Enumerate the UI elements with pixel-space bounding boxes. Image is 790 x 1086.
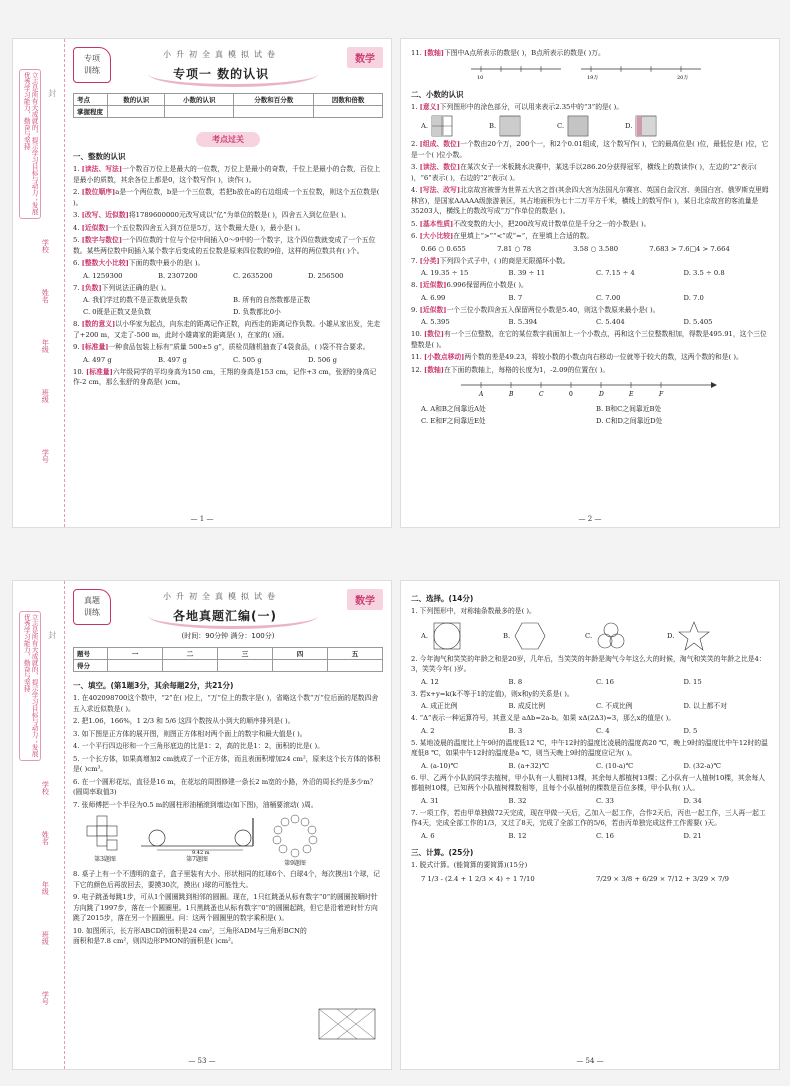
- options-6: [421, 796, 771, 806]
- compare-item[interactable]: 3.58 ○ 3.580: [573, 244, 619, 253]
- option[interactable]: D. 21: [683, 831, 702, 840]
- option[interactable]: A. 1259300: [83, 271, 123, 280]
- option-a[interactable]: A.: [421, 115, 485, 137]
- question-tag: [负数]: [81, 283, 102, 292]
- options-7b: [83, 307, 383, 317]
- question-tag: [数的意义]: [81, 320, 116, 328]
- question-11b: 11. [小数点移动]两个数的差是49.23，将较小数的小数点向右移动一位就等于较大的数，这两个数的和是( )。: [411, 353, 743, 361]
- question-4: 4. 一个平行四边形和一个三角形底边的比是1：2，高的比是1：2，面积的比是( )。: [73, 742, 324, 750]
- option[interactable]: D. (32-a)℃: [683, 761, 721, 770]
- question-text: 一个五位数四舍五入到万位是5万，这个数最大是( )，最小是( )。: [108, 223, 305, 232]
- page-2: [400, 38, 780, 528]
- question-tag: [近似数]: [419, 281, 447, 289]
- figure-caption: 第9题图: [284, 860, 306, 867]
- question-1: 1. [意义]下列图形中的涂色部分，可以用来表示2.35中的“3”的是( )。: [411, 102, 624, 111]
- page-header: [73, 47, 383, 87]
- question-tag: [数字与数位]: [81, 236, 123, 244]
- question-6: 6. [整数大小比较]下面的数中最小的是( )。: [73, 259, 205, 267]
- page-header: [73, 589, 383, 629]
- option[interactable]: D. 34: [683, 796, 702, 805]
- barrel-roll-figure: [137, 814, 257, 854]
- option[interactable]: A. (a-10)℃: [421, 761, 459, 770]
- page-54-content: [411, 589, 771, 1063]
- page-1-content: [73, 47, 383, 521]
- question-text: 六年级同学的平均身高为150 cm，王翔的身高是153 cm，记作+3 cm，张舒的身高记作-2 cm，那么张舒的身高是( )cm。: [73, 367, 377, 386]
- page-number: — 2 —: [578, 515, 602, 523]
- question-5: 5. 某地凌晨的温度比上午9时的温度低12 ℃，中午12时的温度比凌晨的温度高20 ℃，晚上9时的温度比中午12时的温度低8 ℃，如果中午12时的温度是a ℃，则当天晚上9时的温度应记为( )。: [411, 738, 768, 757]
- option-b[interactable]: [503, 620, 581, 652]
- question-2: 2. 今年淘气和笑笑的年龄之和是20岁，几年后，当笑笑的年龄是淘气今年这么大的时候，淘气和笑笑的年龄之比是4：3，笑笑今年( )岁。: [411, 654, 766, 673]
- option-label: D.: [667, 631, 675, 640]
- question-tag: [分类]: [419, 256, 440, 265]
- question-text: 北京故宫被誉为世界五大宫之首(其余四大宫为法国凡尔赛宫、英国白金汉宫、美国白宫、俄罗斯克里姆林宫)，是国家AAAAA级旅游景区，其占地面积为七十二万平方千米，横线上的数写作( )，某日北京故宫的客流量是35203人，横线上的数改写成“万”作单位的数是( )。: [411, 186, 769, 215]
- question-text: 一个三位小数四舍五入保留两位小数是5.40，则这个数原来最小是( )。: [446, 305, 660, 314]
- table-cell[interactable]: [108, 106, 165, 118]
- question-3: 3. 若x+y=k(k不等于1的定值)，则x和y的关系是( )。: [411, 689, 574, 698]
- question-tag: [基本性质]: [419, 219, 454, 228]
- number-line-q12: [411, 377, 751, 399]
- question-5: 5. [数字与数位]一个四位数的十位与个位中间插入0～9中的一个数字，这个四位数就变成了一个五位数。某些两位数中间插入某个数字后变成的五位数是原来四位数的9倍，这样的两位数共有( )个。: [73, 236, 376, 255]
- question-tag: [读法、写法]: [81, 165, 123, 173]
- option[interactable]: C. 505 g: [233, 355, 262, 364]
- table-row-label: 掌握程度: [74, 106, 108, 118]
- circle-ring-figure: [267, 814, 323, 858]
- figure-caption: 第3题图: [94, 856, 116, 863]
- page-54: [400, 580, 780, 1070]
- question-text: 以小华家为起点，向东走的距离记作正数，向西走的距离记作负数。小雄从家出发，先走了+200 m，又走了-500 m，此时小雄离家的距离是( )，在家的( )面。: [73, 320, 381, 339]
- axis-tick-label: 20万: [677, 74, 689, 81]
- binding-strip: [13, 581, 65, 1069]
- table-cell[interactable]: [328, 660, 383, 672]
- question-7: 7. 张师傅把一个半径为0.5 m的圆柱形油桶滚到墙边(如下图)，油桶要滚动( )周。: [73, 800, 318, 809]
- question-5: 5. [基本性质]不改变数的大小，把200改写成计数单位是千分之一的小数是( )。: [411, 219, 651, 228]
- option[interactable]: B. 7: [508, 293, 523, 302]
- field-name: 姓名: [41, 289, 50, 303]
- table-header: 考点: [74, 94, 108, 106]
- subject-tag: 数学: [347, 589, 383, 610]
- question-tag: [近似数]: [419, 305, 447, 314]
- motto-box: 立志是所有大成就的，提示学习目标与动力；发展优秀学习能力，勤奋与坚持: [19, 611, 41, 761]
- option[interactable]: C. 不成比例: [596, 702, 633, 710]
- badge-line-2: 训练: [84, 608, 100, 617]
- hexagon-icon: [513, 620, 547, 652]
- calc-instructions: 1. 脱式计算。(能简算的要简算)(15分): [411, 860, 528, 869]
- option[interactable]: B. B和C之间靠近B处: [596, 405, 662, 413]
- option-c[interactable]: [585, 620, 663, 652]
- question-7: 7. 一项工作，若由甲单独做72天完成，现在甲做一天后，乙加入一起工作，合作2天后，丙也一起工作，三人再一起工作4天，完成全部工作的1/3，又过了8天，完成了全部工作的5/6，若由丙单独完成这件工作需要( )天。: [411, 808, 766, 827]
- option[interactable]: D. 5.405: [683, 318, 713, 326]
- option-d[interactable]: D.: [625, 115, 689, 137]
- compare-item[interactable]: 7.683 > 7.6□4 > 7.664: [649, 244, 730, 253]
- question-tag: [数位]: [423, 330, 445, 338]
- grid-square-icon: [431, 115, 461, 137]
- section-heading: 一、整数的认识: [73, 152, 126, 161]
- table-row-label: 得分: [74, 660, 108, 672]
- table-header: 题号: [74, 648, 108, 660]
- question-tag: [意义]: [419, 102, 440, 111]
- option[interactable]: A. 497 g: [83, 355, 112, 364]
- option[interactable]: A. 5.395: [421, 318, 450, 326]
- question-tag: [改写、近似数]: [81, 211, 129, 219]
- options-2: [421, 677, 771, 687]
- option[interactable]: A. 12: [421, 677, 439, 686]
- page-number: — 53 —: [188, 1057, 216, 1065]
- question-text: 有一个三位整数，在它的某位数字前面加上一个小数点，再和这个三位整数相加，得数是495.91，这个三位整数是( )。: [411, 330, 767, 349]
- question-4: 4. [写法、改写]北京故宫被誉为世界五大宫之首(其余四大宫为法国凡尔赛宫、英国白金汉宫、美国白宫、俄罗斯克里姆林宫)，是国家AAAAA级旅游景区，其占地面积为七十二万平方千米，横线上的数写作( )，某日北京故宫的客流量是35203人，横线上的数改写成“万”作单位的数是( )。: [411, 186, 769, 215]
- table-cell[interactable]: [273, 660, 328, 672]
- question-text: 下面的数中最小的是( )。: [128, 259, 205, 267]
- field-class: 班级: [41, 389, 50, 403]
- options-8: [421, 293, 771, 303]
- question-text: 下列说法正确的是( )。: [101, 283, 171, 292]
- option-d[interactable]: [667, 620, 745, 652]
- calc-expression: 7/29 × 3/8 + 6/29 × 7/12 + 3/29 × 7/9: [596, 875, 730, 883]
- options-9: [83, 355, 383, 365]
- table-cell[interactable]: [218, 660, 273, 672]
- section-badge: [73, 589, 111, 625]
- question-text: 两个数的差是49.23，将较小数的小数点向右移动一位就等于较大的数，这两个数的和是( )。: [464, 353, 743, 361]
- question-3: 3. 如下图是正方体的展开图，则图正方体相对两个面上的数字和最大值是( )。: [73, 729, 307, 738]
- compare-item[interactable]: 7.81 ○ 78: [497, 244, 532, 253]
- question-10: 10. [数位]有一个三位整数，在它的某位数字前面加上一个小数点，再和这个三位整数相加，得数是495.91，这个三位整数是( )。: [411, 330, 767, 349]
- option[interactable]: C. 5.404: [596, 318, 625, 326]
- shape-options: [421, 620, 771, 652]
- option[interactable]: B. 所有的自然数都是正数: [233, 296, 311, 304]
- question-2: 2. [组成、数位]一个数由20个万，200个一，和2个0.01组成，这个数写作( )，它的最高位是( )位，最低位是( )位，它是一个( )位小数。: [411, 140, 769, 159]
- subject-tag: 数学: [347, 47, 383, 68]
- question-text: 在某次女子一米板跳水决赛中，某选手以286.20分获得冠军，横线上的数读作( )，左边的“2”表示( )，“6”表示( )，右边的“2”表示( )。: [411, 163, 757, 182]
- compare-item[interactable]: 0.66 ○ 0.655: [421, 244, 466, 253]
- option[interactable]: C. (10-a)℃: [596, 761, 634, 770]
- field-id: 学号: [41, 449, 50, 463]
- option[interactable]: B. 39 ÷ 11: [508, 269, 546, 277]
- table-cell[interactable]: [165, 106, 234, 118]
- options-7: [421, 831, 771, 841]
- option[interactable]: C. 16: [596, 677, 614, 686]
- option[interactable]: C. 16: [596, 831, 614, 840]
- page-title: 各地真题汇编(一): [173, 609, 277, 623]
- question-tag: [数轴]: [423, 49, 445, 57]
- field-school: 学校: [41, 239, 50, 253]
- option[interactable]: C. 2635200: [233, 271, 273, 280]
- badge-line-1: 真题: [84, 596, 100, 605]
- option[interactable]: D. 506 g: [308, 355, 338, 364]
- table-cell[interactable]: [234, 106, 314, 118]
- question-7: 7. [分类]下列四个式子中，( )的商是无限循环小数。: [411, 256, 570, 265]
- table-header: 四: [273, 648, 328, 660]
- question-text: 下图中A点所表示的数是( )，B点所表示的数是( )万。: [444, 49, 605, 57]
- question-text: 不改变数的大小，把200改写成计数单位是千分之一的小数是( )。: [453, 219, 651, 228]
- question-text: 一个数由20个万，200个一，和2个0.01组成，这个数写作( )，它的最高位是( )位，最低位是( )位，它是一个( )位小数。: [411, 140, 769, 159]
- question-text: 一个四位数的十位与个位中间插入0～9中的一个数字，这个四位数就变成了一个五位数。某些两位数中间插入某个数字后变成的五位数是原来四位数的9倍，这样的两位数共有( )个。: [73, 236, 376, 255]
- page-number: — 54 —: [576, 1057, 604, 1065]
- table-header: 五: [328, 648, 383, 660]
- options-9: [421, 317, 771, 327]
- mastery-table: [73, 93, 383, 118]
- question-text: 一种食品包装上标有“质量 500±5 g”，质检员随机抽查了4袋食品，( )袋不符合要求。: [108, 343, 370, 351]
- time-note: (时间：90分钟 满分：100分): [181, 632, 275, 640]
- table-cell[interactable]: [314, 106, 383, 118]
- option[interactable]: B. (a+32)℃: [508, 761, 550, 770]
- option[interactable]: D. 5: [683, 726, 698, 735]
- option-label: A.: [421, 631, 429, 640]
- question-tag: [近似数]: [81, 223, 109, 232]
- rectangle-abcd-figure: [317, 1007, 379, 1043]
- question-6: 6. 甲、乙两个小队的同学去植树，甲小队有一人植树13棵，其余每人都植树13棵；乙小队有一人植树10棵，其余每人都植树10棵，已知两个小队植树棵数相等，且每个小队植树的棵数是百位多棵，甲小队有( )人。: [411, 773, 766, 792]
- compare-items: [421, 244, 771, 254]
- options-3: [421, 701, 771, 711]
- question-7: 7. [负数]下列说法正确的是( )。: [73, 283, 171, 292]
- table-header: 分数和百分数: [234, 94, 314, 106]
- option[interactable]: C. 0既是正数又是负数: [83, 308, 151, 316]
- option[interactable]: D. 7.0: [683, 293, 704, 302]
- question-text: 在下面的数轴上，每格的长度为1，-2.09的位置在( )。: [444, 365, 610, 374]
- option[interactable]: C. 33: [596, 796, 614, 805]
- question-8: 8. [数的意义]以小华家为起点，向东走的距离记作正数，向西走的距离记作负数。小雄从家出发，先走了+200 m，又走了-500 m，此时小雄离家的距离是( )，在家的( )面。: [73, 320, 381, 339]
- page-title: 专项一 数的认识: [173, 67, 270, 81]
- options-7: [421, 268, 771, 278]
- option-b[interactable]: B.: [489, 115, 553, 137]
- question-10: 10. [标准量]六年级同学的平均身高为150 cm，王翔的身高是153 cm，记作+3 cm，张舒的身高记作-2 cm，那么张舒的身高是( )cm。: [73, 367, 377, 386]
- question-6: 6. 在一个圆形花坛，直径是16 m，在花坛的周围修建一条长2 m宽的小路，外沿的周长约是多少m？(圆周率取值3): [73, 777, 377, 796]
- option[interactable]: A. 2: [421, 726, 435, 735]
- page-53-content: [73, 589, 383, 1063]
- section-badge: [73, 47, 111, 83]
- question-10: 10. 如图所示，长方形ABCD的面积是24 cm²，三角形ADM与三角形BCN的面积和是7.8 cm²，则四边形PMON的面积是( )cm²。: [73, 926, 307, 945]
- question-6: 6. [大小比较]在里填上“>”“<”或“=”，在里填上合适的数。: [411, 232, 594, 240]
- options-4: [421, 726, 771, 736]
- question-tag: [数位顺序]: [81, 188, 116, 196]
- question-text: a是一个两位数，b是一个三位数，若把b放在a的右边组成一个五位数，则这个五位数是( )。: [73, 188, 380, 207]
- question-3: 3. [改写、近似数]将1789600000元改写成以“亿”为单位的数是( )，四舍五入到亿位是( )。: [73, 211, 351, 219]
- option-label: C.: [585, 631, 593, 640]
- question-2: 2. 把1.06，166%，1 2/3 和 5/6 这四个数按从小到大的顺序排列是( )。: [73, 717, 295, 725]
- option[interactable]: D. 以上都不对: [683, 702, 728, 710]
- number-line-q11: [411, 61, 751, 81]
- question-4: 4. [近似数]一个五位数四舍五入到万位是5万，这个数最大是( )，最小是( )。: [73, 223, 305, 232]
- option[interactable]: B. 8: [508, 677, 523, 686]
- stripes-square-icon: [499, 115, 529, 137]
- table-cell[interactable]: [108, 660, 163, 672]
- question-tag: [组成、数位]: [419, 140, 461, 148]
- options-12a: [421, 404, 771, 414]
- axis-arrow-icon: [711, 382, 717, 388]
- table-cell[interactable]: [163, 660, 218, 672]
- option[interactable]: A. 19.35 ÷ 15: [421, 269, 469, 277]
- question-text: 将1789600000元改写成以“亿”为单位的数是( )，四舍五入到亿位是( )。: [128, 211, 351, 219]
- option[interactable]: C. E和F之间靠近E处: [421, 417, 486, 425]
- question-4: 4. “Δ”表示一种运算符号，其意义是 aΔb=2a-b。如果 xΔ(2Δ3)=3，那么x的值是( )。: [411, 714, 676, 722]
- option[interactable]: A. 6: [421, 831, 435, 840]
- fine-grid-icon: [567, 115, 597, 137]
- option[interactable]: B. 5.394: [508, 318, 538, 326]
- question-3: 3. [读法、数位]在某次女子一米板跳水决赛中，某选手以286.20分获得冠军，横线上的数读作( )，左边的“2”表示( )，“6”表示( )，右边的“2”表示( )。: [411, 163, 757, 182]
- question-tag: [小数点移动]: [423, 353, 465, 361]
- question-tag: [数轴]: [423, 365, 445, 374]
- binding-strip: [13, 39, 65, 527]
- axis-point-label: B: [509, 391, 514, 398]
- question-text: 6.996保留两位小数是( )。: [446, 281, 528, 289]
- question-2: 2. [数位顺序]a是一个两位数，b是一个三位数，若把b放在a的右边组成一个五位数，则这个五位数是( )。: [73, 188, 380, 207]
- binding-tag: 封: [47, 89, 57, 97]
- table-header: 因数和倍数: [314, 94, 383, 106]
- question-text: 在里填上“>”“<”或“=”，在里填上合适的数。: [453, 232, 594, 240]
- field-grade: 年级: [41, 339, 50, 353]
- page-1: [12, 38, 392, 528]
- axis-tick-label: 10: [477, 74, 484, 81]
- option[interactable]: C. 7.15 ÷ 4: [596, 269, 635, 277]
- section-heading: 三、计算。(25分): [411, 847, 474, 857]
- table-header: 数的认识: [108, 94, 165, 106]
- option[interactable]: B. 成反比例: [508, 702, 546, 710]
- figure-caption: 第7题图: [186, 856, 208, 863]
- question-text: 一个数百万位上是最大的一位数，万位上是最小的奇数，千位上是最小的合数，百位上是最小的质数，其余各位上都是0，这个数写作( )，读作( )。: [73, 165, 381, 184]
- field-school: 学校: [41, 781, 50, 795]
- circle-in-square-icon: [431, 620, 465, 652]
- option[interactable]: D. 15: [683, 677, 702, 686]
- badge-line-1: 专项: [84, 54, 100, 63]
- axis-point-label: 0: [569, 391, 573, 398]
- option[interactable]: C. 4: [596, 726, 610, 735]
- axis-point-label: D: [599, 391, 604, 398]
- question-tag: [标准量]: [81, 343, 109, 351]
- question-text: 下列图形中的涂色部分，可以用来表示2.35中的“3”的是( )。: [439, 102, 624, 111]
- page-53: [12, 580, 392, 1070]
- page-number: — 1 —: [190, 515, 214, 523]
- page-2-content: [411, 47, 771, 521]
- table-header: 二: [163, 648, 218, 660]
- field-class: 班级: [41, 931, 50, 945]
- question-8: 8. [近似数]6.996保留两位小数是( )。: [411, 281, 528, 289]
- option[interactable]: B. 497 g: [158, 355, 187, 364]
- section-banner: 考点过关: [196, 132, 260, 147]
- option[interactable]: D. 3.5 ÷ 0.8: [683, 269, 725, 277]
- section-heading: 二、选择。(14分): [411, 594, 474, 603]
- section-heading: 一、填空。(第1题3分，其余每题2分，共21分): [73, 681, 234, 690]
- field-name: 姓名: [41, 831, 50, 845]
- calc-expressions: [421, 874, 771, 884]
- option[interactable]: D. 负数都比0小: [233, 308, 281, 316]
- series-label: 小升初全真模拟试卷: [163, 592, 280, 601]
- question-tag: [写法、改写]: [419, 186, 461, 194]
- option[interactable]: A. 我们学过的数不是正数就是负数: [83, 296, 188, 304]
- three-circles-icon: [595, 620, 629, 652]
- question-5: 5. 一个长方体，如果高增加2 cm就成了一个正方体，而且表面积增加24 cm²，原来这个长方体的体积是( )cm³。: [73, 754, 381, 773]
- options-6: [83, 271, 383, 281]
- table-header: 三: [218, 648, 273, 660]
- calc-expression: 7 1/3 - (2.4 + 1 2/3 × 4) ÷ 1 7/10: [421, 875, 535, 883]
- question-9: 9. [近似数]一个三位小数四舍五入保留两位小数是5.40，则这个数原来最小是( )。: [411, 305, 660, 314]
- option[interactable]: B. 32: [508, 796, 527, 805]
- series-label: 小升初全真模拟试卷: [163, 50, 280, 59]
- question-1: 1. [读法、写法]一个数百万位上是最大的一位数，万位上是最小的奇数，千位上是最小的合数，百位上是最小的质数，其余各位上都是0，这个数写作( )，读作( )。: [73, 165, 381, 184]
- figure-3: [83, 814, 127, 867]
- section-heading: 二、小数的认识: [411, 89, 464, 99]
- question-1: 1. 在402098700这个数中，“2”在( )位上，“万”位上的数字是( )，省略这个数“万”位后面的尾数四舍五入求近似数是( )。: [73, 694, 379, 713]
- axis-point-label: A: [479, 391, 484, 398]
- badge-line-2: 训练: [84, 66, 100, 75]
- score-table: [73, 647, 383, 672]
- question-9: 9. [标准量]一种食品包装上标有“质量 500±5 g”，质检员随机抽查了4袋食品，( )袋不符合要求。: [73, 343, 370, 351]
- question-8: 8. 桌子上有一个不透明的盒子，盒子里装有大小、形状相同的红球6个、白球4个，每次摸出1个球，记下它的颜色后再放回去，要摸30次，摸出( )球的可能性大。: [73, 870, 381, 889]
- question-tag: [标准量]: [85, 367, 113, 376]
- option[interactable]: A. 成正比例: [421, 702, 458, 710]
- question-11: 11. [数轴]下图中A点所表示的数是( )，B点所表示的数是( )万。: [411, 49, 605, 57]
- table-header: 小数的认识: [165, 94, 234, 106]
- option[interactable]: A. 31: [421, 796, 439, 805]
- distance-label: 9.42 m: [192, 850, 210, 854]
- axis-point-label: C: [539, 391, 544, 398]
- motto-box: 立志是所有大成就的，提示学习目标与动力；发展优秀学习能力，勤奋与坚持: [19, 69, 41, 219]
- field-grade: 年级: [41, 881, 50, 895]
- question-tag: [大小比较]: [419, 232, 454, 240]
- table-header: 一: [108, 648, 163, 660]
- field-id: 学号: [41, 991, 50, 1005]
- question-9: 9. 电子跳蚤每跳1步，可从1个圆圈跳到相邻的圆圈。现在，1只红跳蚤从标有数字“0”的圆圈按顺时针方向跳了1997步，落在一个圆圈里。1只黑跳蚤也从标有数字“0”的圆圈起跳，但它是沿着逆时针方向跳了2015步，落在另一个圆圈里。问：这两个圆圈里的数字乘积是( )。: [73, 893, 378, 922]
- option[interactable]: A. 6.99: [421, 293, 446, 302]
- option-c[interactable]: C.: [557, 115, 621, 137]
- options-5: [421, 761, 771, 771]
- figure-7: [137, 814, 257, 867]
- option[interactable]: B. 3: [508, 726, 523, 735]
- question-tag: [整数大小比较]: [81, 259, 129, 267]
- axis-tick-label: 19万: [587, 74, 599, 81]
- option-label: B.: [503, 631, 511, 640]
- cube-net-figure: [83, 814, 127, 854]
- question-tag: [读法、数位]: [419, 163, 461, 171]
- option[interactable]: D. C和D之间靠近D处: [596, 417, 663, 425]
- options-7a: [83, 295, 383, 305]
- option[interactable]: B. 2307200: [158, 271, 198, 280]
- option[interactable]: D. 256500: [308, 271, 344, 280]
- axis-point-label: E: [629, 391, 634, 398]
- option[interactable]: C. 7.00: [596, 293, 621, 302]
- question-1: 1. 下列图形中，对称轴条数最多的是( )。: [411, 607, 536, 615]
- figures-row: [83, 814, 383, 867]
- star-icon: [677, 620, 711, 652]
- figure-9: [267, 814, 323, 867]
- question-text: 下列四个式子中，( )的商是无限循环小数。: [439, 256, 570, 265]
- option[interactable]: A. A和B之间靠近A处: [421, 405, 486, 413]
- binding-tag: 封: [47, 631, 57, 639]
- option-a[interactable]: [421, 620, 499, 652]
- question-12: 12. [数轴]在下面的数轴上，每格的长度为1，-2.09的位置在( )。: [411, 365, 610, 374]
- axis-point-label: F: [659, 391, 664, 398]
- options-12b: [421, 416, 771, 426]
- option[interactable]: B. 12: [508, 831, 527, 840]
- pink-stripes-icon: [635, 115, 665, 137]
- shape-options: [421, 115, 771, 137]
